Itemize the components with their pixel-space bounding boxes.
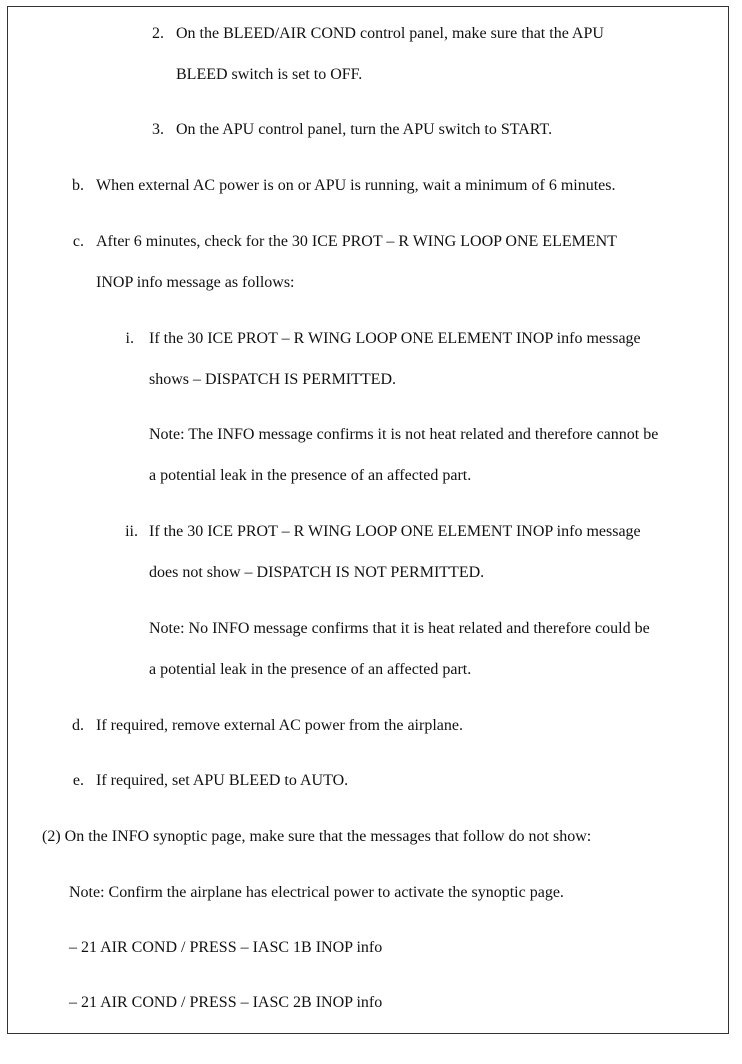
- step-c-marker: c.: [72, 233, 84, 250]
- message-item-1: – 21 AIR COND / PRESS – IASC 1B INOP info: [69, 939, 383, 956]
- step-ii-text-line-1: If the 30 ICE PROT – R WING LOOP ONE ELEMENT INOP info message: [149, 523, 641, 540]
- step-i-text-line-2: shows – DISPATCH IS PERMITTED.: [149, 371, 396, 388]
- step-3-text-line-1: On the APU control panel, turn the APU switch to START.: [176, 121, 553, 138]
- step-e-text-line-1: If required, set APU BLEED to AUTO.: [96, 772, 349, 789]
- step-ii-text-line-2: does not show – DISPATCH IS NOT PERMITTED.: [149, 564, 485, 581]
- step-i-text-line-1: If the 30 ICE PROT – R WING LOOP ONE ELEMENT INOP info message: [149, 330, 641, 347]
- step-2-marker: 2.: [152, 25, 164, 42]
- paragraph-2-text: (2) On the INFO synoptic page, make sure that the messages that follow do not show:: [42, 828, 592, 845]
- step-ii-marker: ii.: [125, 523, 138, 540]
- step-i-marker: i.: [125, 330, 134, 347]
- step-b-marker: b.: [72, 177, 84, 194]
- step-ii-note-line-1: Note: No INFO message confirms that it is heat related and therefore could be: [149, 620, 650, 637]
- step-i-note-line-1: Note: The INFO message confirms it is not heat related and therefore cannot be: [149, 426, 659, 443]
- step-ii-note-line-2: a potential leak in the presence of an affected part.: [149, 661, 472, 678]
- document-frame: [7, 6, 729, 1034]
- paragraph-2-note: Note: Confirm the airplane has electrical power to activate the synoptic page.: [69, 884, 564, 901]
- step-3-marker: 3.: [152, 121, 164, 138]
- message-item-2: – 21 AIR COND / PRESS – IASC 2B INOP info: [69, 994, 383, 1011]
- step-2-text-line-2: BLEED switch is set to OFF.: [176, 66, 363, 83]
- step-d-text-line-1: If required, remove external AC power from the airplane.: [96, 717, 463, 734]
- step-e-marker: e.: [72, 772, 84, 789]
- step-d-marker: d.: [72, 717, 84, 734]
- step-2-text-line-1: On the BLEED/AIR COND control panel, make sure that the APU: [176, 25, 604, 42]
- step-b-text-line-1: When external AC power is on or APU is running, wait a minimum of 6 minutes.: [96, 177, 616, 194]
- step-i-note-line-2: a potential leak in the presence of an affected part.: [149, 467, 472, 484]
- step-c-text-line-2: INOP info message as follows:: [96, 274, 295, 291]
- step-c-text-line-1: After 6 minutes, check for the 30 ICE PROT – R WING LOOP ONE ELEMENT: [96, 233, 617, 250]
